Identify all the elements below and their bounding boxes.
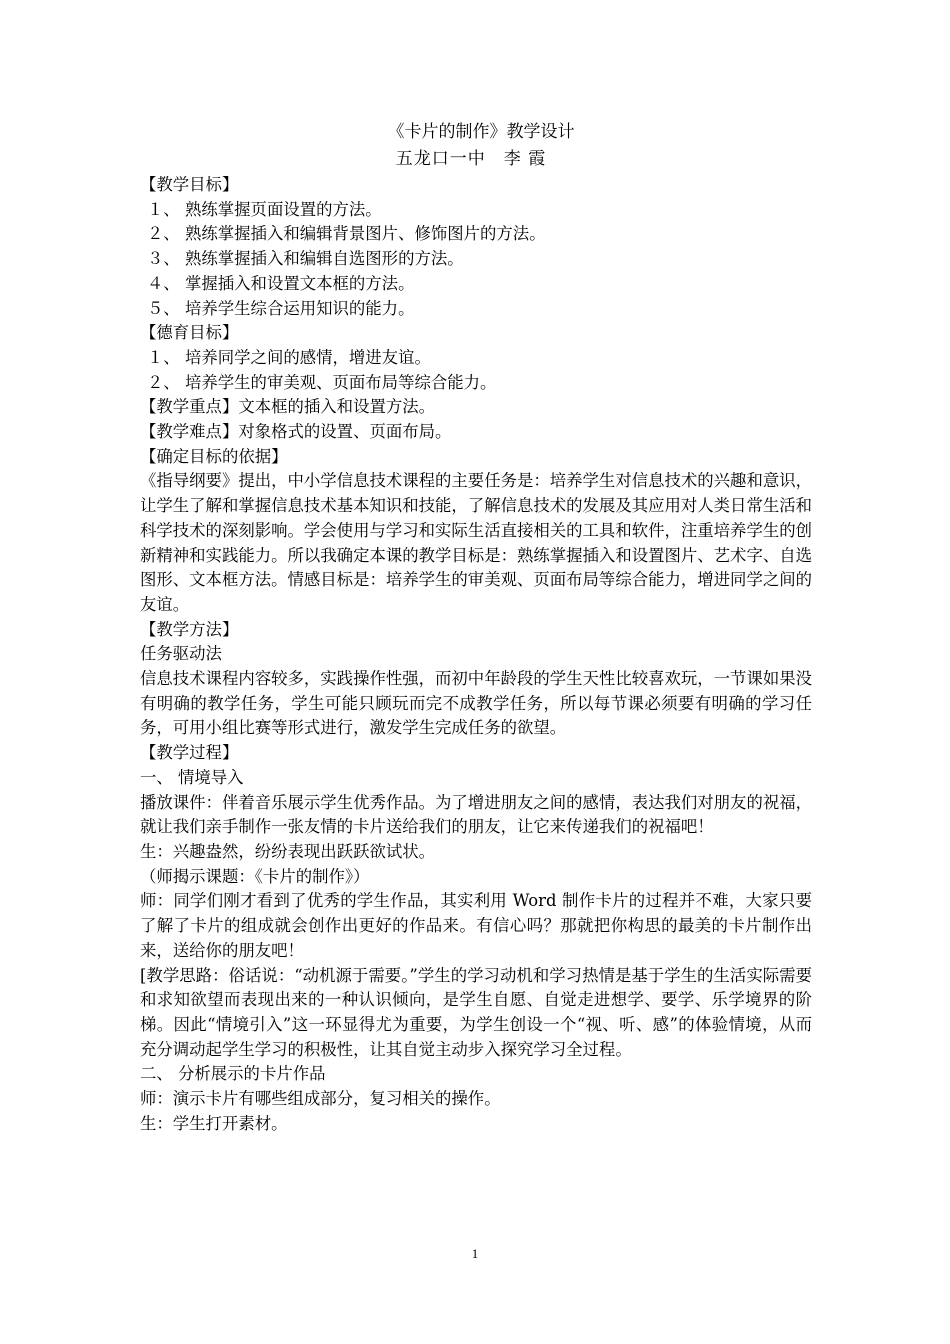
body-line: ４、 掌握插入和设置文本框的方法。 bbox=[147, 273, 415, 293]
document-body bbox=[140, 173, 812, 1136]
body-line: 生：兴趣盎然，纷纷表现出跃跃欲试状。 bbox=[140, 841, 436, 861]
body-line: 一、 情境导入 bbox=[140, 767, 244, 787]
body-line: 【确定目标的依据】 bbox=[140, 446, 288, 466]
document-author: 五龙口一中 李 霞 bbox=[395, 149, 547, 169]
body-paragraph: 《指导纲要》提出，中小学信息技术课程的主要任务是：培养学生对信息技术的兴趣和意识，让学生了解和掌握信息技术基本知识和技能，了解信息技术的发展及其应用对人类日常生活和科学技术的深刻影响。学会使用与学习和实际生活直接相关的工具和软件，注重培养学生的创新精神和实践能力。所以我确定本课的教学目标是：熟练掌握插入和设置图片、艺术字、自选图形、文本框方法。情感目标是：培养学生的审美观、页面布局等综合能力，增进同学之间的友谊。 bbox=[140, 471, 813, 614]
body-line: 【教学难点】对象格式的设置、页面布局。 bbox=[140, 422, 452, 442]
body-line: ５、 培养学生综合运用知识的能力。 bbox=[147, 298, 415, 318]
body-line: １、 熟练掌握页面设置的方法。 bbox=[147, 199, 382, 219]
body-line: １、 培养同学之间的感情，增进友谊。 bbox=[147, 347, 431, 367]
document-title: 《卡片的制作》教学设计 bbox=[387, 122, 575, 142]
body-line: 【教学方法】 bbox=[140, 619, 239, 639]
body-line: 生：学生打开素材。 bbox=[140, 1113, 288, 1133]
body-line: 师：演示卡片有哪些组成部分，复习相关的操作。 bbox=[140, 1089, 501, 1109]
body-line: ３、 熟练掌握插入和编辑自选图形的方法。 bbox=[147, 249, 464, 269]
body-line: （师揭示课题：《卡片的制作》） bbox=[140, 866, 370, 886]
body-paragraph: 师：同学们刚才看到了优秀的学生作品，其实利用 Word 制作卡片的过程并不难，大家只要了解了卡片的组成就会创作出更好的作品来。有信心吗？那就把你构思的最美的卡片制作出来，送给你的朋友吧！ bbox=[140, 891, 812, 960]
body-line: 二、 分析展示的卡片作品 bbox=[140, 1064, 326, 1084]
body-paragraph: 信息技术课程内容较多，实践操作性强，而初中年龄段的学生天性比较喜欢玩，一节课如果没有明确的教学任务，学生可能只顾玩而完不成教学任务，所以每节课必须要有明确的学习任务，可用小组比赛等形式进行，激发学生完成任务的欲望。 bbox=[140, 669, 813, 738]
document-page bbox=[140, 118, 812, 1136]
body-paragraph: [教学思路：俗话说：“动机源于需要。”学生的学习动机和学习热情是基于学生的生活实际需要和求知欲望而表现出来的一种认识倾向，是学生自愿、自觉走进想学、要学、乐学境界的阶梯。因此“情境引入”这一环显得尤为重要，为学生创设一个“视、听、感”的体验情境，从而充分调动起学生学习的积极性，让其自觉主动步入探究学习全过程。 bbox=[140, 965, 812, 1059]
body-line: 【德育目标】 bbox=[140, 323, 239, 343]
body-line: ２、 熟练掌握插入和编辑背景图片、修饰图片的方法。 bbox=[147, 224, 546, 244]
body-line: 【教学重点】文本框的插入和设置方法。 bbox=[140, 397, 436, 417]
page-number: 1 bbox=[471, 1246, 479, 1261]
body-line: 【教学目标】 bbox=[140, 175, 239, 194]
body-line: 【教学过程】 bbox=[140, 743, 239, 763]
body-line: 任务驱动法 bbox=[140, 644, 222, 664]
body-line: ２、 培养学生的审美观、页面布局等综合能力。 bbox=[147, 372, 497, 392]
body-paragraph: 播放课件：伴着音乐展示学生优秀作品。为了增进朋友之间的感情，表达我们对朋友的祝福，就让我们亲手制作一张友情的卡片送给我们的朋友，让它来传递我们的祝福吧！ bbox=[140, 792, 813, 837]
